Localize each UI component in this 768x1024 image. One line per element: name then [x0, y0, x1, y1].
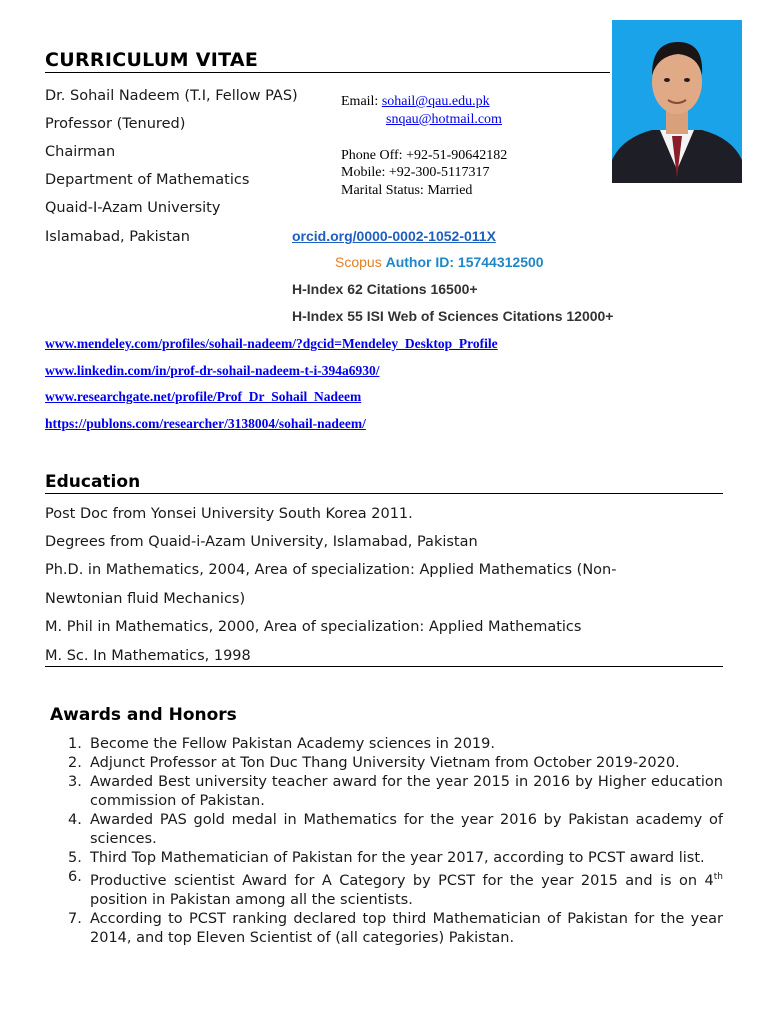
item-number: 6.: [68, 869, 82, 885]
identity-name: Dr. Sohail Nadeem (T.I, Fellow PAS): [45, 88, 298, 104]
education-line: Degrees from Quaid-i-Azam University, Islamabad, Pakistan: [45, 534, 478, 550]
item-text: Adjunct Professor at Ton Duc Thang University Vietnam from October 2019-2020.: [90, 755, 680, 771]
item-number: 2.: [68, 755, 82, 771]
scopus-author-id: Author ID: 15744312500: [385, 254, 544, 270]
item-text: Become the Fellow Pakistan Academy sciences in 2019.: [90, 736, 495, 752]
item-text: position in Pakistan among all the scientists.: [90, 891, 413, 908]
list-item: [45, 773, 723, 811]
list-item: [45, 849, 723, 868]
email-link-qau[interactable]: sohail@qau.edu.pk: [381, 94, 490, 109]
list-item: [45, 868, 723, 910]
identity-role: Chairman: [45, 144, 116, 160]
education-heading: Education: [45, 472, 141, 492]
item-text: Awarded Best university teacher award for the year 2015 in 2016 by Higher education commission of Pakistan.: [90, 774, 723, 809]
awards-heading: Awards and Honors: [50, 705, 237, 725]
orcid-link[interactable]: orcid.org/0000-0002-1052-011X: [292, 228, 496, 244]
h-index-scopus: H-Index 62 Citations 16500+: [292, 281, 478, 297]
item-number: 3.: [68, 774, 82, 790]
education-line: Newtonian fluid Mechanics): [45, 591, 246, 607]
scopus-id: [335, 254, 544, 270]
list-item: [45, 811, 723, 849]
education-line: M. Sc. In Mathematics, 1998: [45, 648, 251, 664]
identity-rank: Professor (Tenured): [45, 116, 186, 132]
identity-department: Department of Mathematics: [45, 172, 250, 188]
publons-link[interactable]: https://publons.com/researcher/3138004/sohail-nadeem/: [45, 416, 366, 431]
email-link-hotmail[interactable]: snqau@hotmail.com: [386, 112, 502, 127]
list-item: [45, 754, 723, 773]
phone-mobile: Mobile: +92-300-5117317: [341, 165, 490, 180]
education-line: M. Phil in Mathematics, 2000, Area of specialization: Applied Mathematics: [45, 619, 582, 635]
item-text: Third Top Mathematician of Pakistan for the year 2017, according to PCST award list.: [90, 850, 705, 866]
email-block: [341, 94, 490, 110]
linkedin-link[interactable]: www.linkedin.com/in/prof-dr-sohail-nadeem-t-i-394a6930/: [45, 363, 380, 378]
list-item: [45, 910, 723, 948]
scopus-label: Scopus: [335, 254, 382, 270]
item-text: Awarded PAS gold medal in Mathematics for the year 2016 by Pakistan academy of sciences.: [90, 812, 723, 847]
mendeley-link[interactable]: www.mendeley.com/profiles/sohail-nadeem/?dgcid=Mendeley_Desktop_Profile: [45, 336, 498, 351]
education-line: Ph.D. in Mathematics, 2004, Area of specialization: Applied Mathematics (Non-: [45, 562, 617, 578]
title-divider: [45, 72, 610, 73]
marital-status: Marital Status: Married: [341, 183, 473, 198]
item-text: According to PCST ranking declared top third Mathematician of Pakistan for the year 2014, and top Eleven Scientist of (all categories) Pakistan.: [90, 910, 723, 946]
phone-office: Phone Off: +92-51-90642182: [341, 148, 508, 163]
ordinal-suffix: th: [713, 872, 723, 882]
identity-university: Quaid-I-Azam University: [45, 200, 221, 216]
h-index-isi: H-Index 55 ISI Web of Sciences Citations 12000+: [292, 308, 614, 324]
list-item: [45, 735, 723, 754]
researchgate-link[interactable]: www.researchgate.net/profile/Prof_Dr_Sohail_Nadeem: [45, 389, 362, 404]
item-number: 1.: [68, 736, 82, 752]
education-divider-bottom: [45, 666, 723, 667]
identity-city: Islamabad, Pakistan: [45, 229, 190, 245]
item-number: 4.: [68, 812, 82, 828]
page-title: CURRICULUM VITAE: [45, 49, 259, 71]
profile-photo: [612, 20, 742, 183]
item-number: 5.: [68, 850, 82, 866]
email-label: Email:: [341, 94, 379, 109]
awards-list: [45, 735, 723, 948]
education-line: Post Doc from Yonsei University South Korea 2011.: [45, 506, 413, 522]
item-number: 7.: [68, 910, 82, 927]
education-divider-top: [45, 493, 723, 494]
item-text: Productive scientist Award for A Category by PCST for the year 2015 and is on 4: [90, 872, 714, 889]
